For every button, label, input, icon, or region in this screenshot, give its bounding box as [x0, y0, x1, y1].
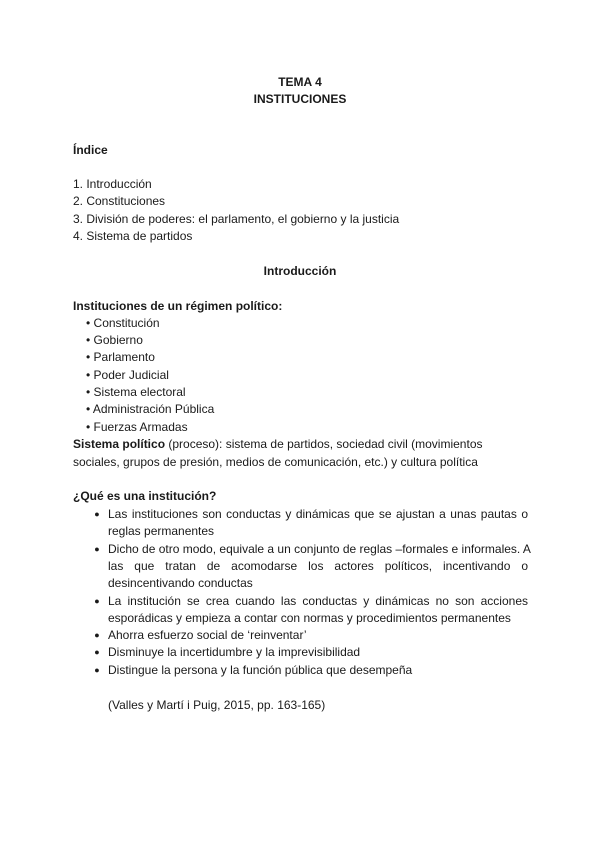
institution-item: • Poder Judicial — [86, 368, 169, 382]
sistema-politico-label: Sistema político — [73, 437, 166, 451]
index-item: 4. Sistema de partidos — [73, 229, 193, 243]
bullet-marker: ● — [94, 509, 100, 519]
institution-item: • Fuerzas Armadas — [86, 420, 188, 434]
bullet-2-line-1: Dicho de otro modo, equivale a un conjunto de reglas –formales e informales. A — [108, 542, 531, 556]
topic-number: TEMA 4 — [278, 75, 322, 89]
bullet-1-line-1: Las instituciones son conductas y dinámicas que se ajustan a unas pautas o — [108, 507, 528, 521]
bullet-marker: ● — [94, 544, 100, 554]
institutions-heading: Instituciones de un régimen político: — [73, 299, 283, 313]
citation: (Valles y Martí i Puig, 2015, pp. 163-165) — [108, 698, 326, 712]
index-item: 3. División de poderes: el parlamento, el gobierno y la justicia — [73, 212, 400, 226]
sistema-politico-text: (proceso): sistema de partidos, sociedad civil (movimientos — [165, 437, 483, 451]
institution-item: • Gobierno — [86, 333, 143, 347]
bullet-3-line-1: La institución se crea cuando las conductas y dinámicas no son acciones — [108, 594, 528, 608]
institution-item: • Constitución — [86, 316, 160, 330]
bullet-marker: ● — [94, 665, 100, 675]
document-title: INSTITUCIONES — [253, 92, 347, 106]
institution-item: • Parlamento — [86, 350, 155, 364]
bullet-marker: ● — [94, 596, 100, 606]
bullet-marker: ● — [94, 630, 100, 640]
bullet-5-line-1: Disminuye la incertidumbre y la imprevisibilidad — [108, 645, 361, 659]
institution-item: • Administración Pública — [86, 402, 215, 416]
sistema-politico-line-2: sociales, grupos de presión, medios de comunicación, etc.) y cultura política — [73, 455, 478, 469]
section-heading-introduccion: Introducción — [263, 264, 337, 278]
bullet-marker: ● — [94, 647, 100, 657]
que-es-heading: ¿Qué es una institución? — [73, 489, 217, 503]
bullet-1-line-2: reglas permanentes — [108, 524, 215, 538]
sistema-politico-line-1 — [73, 436, 483, 453]
bullet-2-line-3: desincentivando conductas — [108, 576, 253, 590]
bullet-2-line-2: las que tratan de acomodarse los actores políticos, incentivando o — [108, 559, 528, 573]
index-item: 1. Introducción — [73, 177, 152, 191]
bullet-3-line-2: esporádicas y empieza a contar con normas y procedimientos permanentes — [108, 611, 511, 625]
institution-item: • Sistema electoral — [86, 385, 186, 399]
index-item: 2. Constituciones — [73, 194, 166, 208]
index-heading: Índice — [73, 143, 108, 157]
bullet-6-line-1: Distingue la persona y la función pública que desempeña — [108, 663, 413, 677]
bullet-4-line-1: Ahorra esfuerzo social de ‘reinventar’ — [108, 628, 307, 642]
